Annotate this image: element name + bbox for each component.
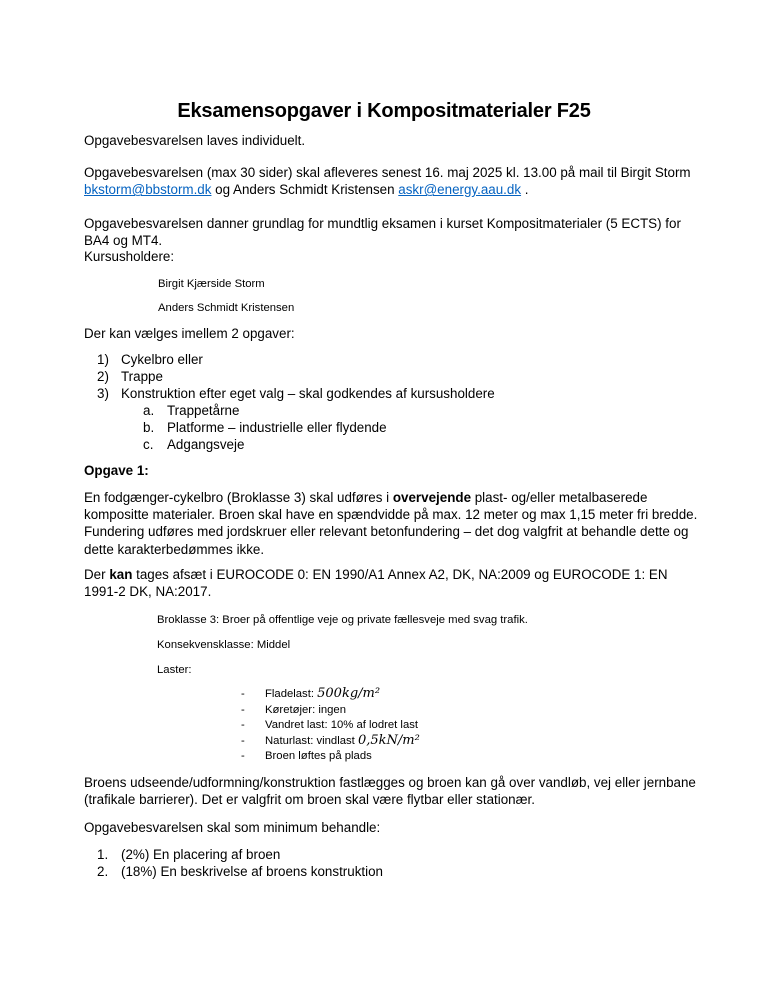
option-number: 2) [97, 369, 109, 384]
sub-option-label: Adgangsveje [167, 437, 245, 452]
load-item [241, 703, 346, 718]
requirement-item [97, 846, 280, 863]
requirement-label: (18%) En beskrivelse af broens konstruktion [121, 864, 383, 879]
sub-option-label: Platforme – industrielle eller flydende [167, 420, 387, 435]
sub-option-letter: a. [143, 403, 155, 418]
email-link-anders[interactable]: askr@energy.aau.dk [398, 182, 522, 198]
sub-option-item [143, 402, 239, 419]
option-label: Trappe [121, 369, 163, 384]
option-item [97, 351, 203, 368]
task1-bridge-design: Broens udseende/udformning/konstruktion fastlægges og broen kan gå over vandløb, vej eller jernbane (trafikale barrierer). Det er valgfrit om broen skal være flytbar eller stationær. [84, 775, 696, 808]
task1-heading-text: Opgave 1: [84, 463, 149, 478]
option-label: Cykelbro eller [121, 352, 203, 367]
sub-option-letter: b. [143, 420, 155, 435]
option-number: 3) [97, 386, 109, 401]
load-label: Fladelast: [265, 688, 318, 700]
load-item [241, 718, 418, 733]
task1-heading [84, 462, 684, 479]
course-holders-label: Kursusholdere: [84, 249, 175, 264]
load-label: Vandret last: 10% af lodret last [265, 719, 419, 731]
load-label: Køretøjer: ingen [265, 704, 346, 716]
sub-option-label: Trappetårne [167, 403, 240, 418]
option-label: Konstruktion efter eget valg – skal godkendes af kursusholdere [121, 386, 495, 401]
load-label: Naturlast: vindlast [265, 735, 358, 747]
task1-desc-b: plast- og/eller metalbaserede kompositte materialer. Broen skal have en spændvidde på max. 12 meter og max 1,15 meter fri bredde. Fundering udføres med jordskruer eller relevant betonfundering – det dog valgfrit at behandle dette og dette karakterbedømmes ikke. [84, 490, 698, 557]
choice-intro: Der kan vælges imellem 2 opgaver: [84, 326, 295, 341]
document-title: Eksamensopgaver i Kompositmaterialer F25 [177, 100, 591, 122]
consequence-class: Konsekvensklasse: Middel [157, 639, 291, 651]
intro-individual: Opgavebesvarelsen laves individuelt. [84, 133, 306, 148]
load-dash: - [241, 735, 245, 747]
load-dash: - [241, 750, 245, 762]
course-holder-name: Birgit Kjærside Storm [158, 278, 265, 290]
deadline-mid-text: og Anders Schmidt Kristensen [211, 182, 399, 198]
task1-eurocode-b: tages afsæt i EUROCODE 0: EN 1990/A1 Annex A2, DK, NA:2009 og EUROCODE 1: EN 1991-2 DK, NA:2017. [84, 567, 668, 600]
course-holder-name: Anders Schmidt Kristensen [158, 302, 295, 314]
requirement-label: (2%) En placering af broen [121, 847, 281, 862]
task1-minimum-label: Opgavebesvarelsen skal som minimum behandle: [84, 820, 381, 835]
option-number: 1) [97, 352, 109, 367]
sub-option-item [143, 436, 244, 453]
load-value: 0,5kN/m² [357, 733, 420, 748]
email-link-birgit[interactable]: bkstorm@bbstorm.dk [84, 182, 212, 198]
load-item [241, 686, 380, 702]
deadline-end-text: . [521, 182, 529, 198]
load-label: Broen løftes på plads [265, 750, 372, 762]
task1-desc-bold: overvejende [392, 490, 472, 505]
task1-eurocode-bold: kan [109, 567, 133, 582]
intro-basis: Opgavebesvarelsen danner grundlag for mundtlig eksamen i kurset Kompositmaterialer (5 ECTS) for BA4 og MT4. [84, 216, 681, 249]
sub-option-item [143, 419, 387, 436]
task1-desc-a: En fodgænger-cykelbro (Broklasse 3) skal udføres i [84, 490, 393, 505]
requirement-item [97, 863, 383, 880]
task1-eurocode-a: Der [84, 567, 110, 582]
load-dash: - [241, 719, 245, 731]
load-dash: - [241, 688, 245, 700]
option-item [97, 385, 495, 402]
task1-description [84, 489, 704, 558]
task1-eurocode [84, 566, 704, 600]
deadline-text: Opgavebesvarelsen (max 30 sider) skal afleveres senest 16. maj 2025 kl. 13.00 på mail til Birgit Storm [84, 165, 691, 180]
load-item [241, 733, 420, 749]
sub-option-letter: c. [143, 437, 154, 452]
load-item [241, 749, 372, 764]
bridge-class: Broklasse 3: Broer på offentlige veje og private fællesveje med svag trafik. [157, 614, 528, 626]
load-dash: - [241, 704, 245, 716]
requirement-number: 1. [97, 847, 109, 862]
load-value: 500kg/m² [317, 686, 381, 701]
requirement-number: 2. [97, 864, 109, 879]
intro-deadline [84, 164, 704, 198]
loads-label: Laster: [157, 664, 192, 676]
option-item [97, 368, 163, 385]
